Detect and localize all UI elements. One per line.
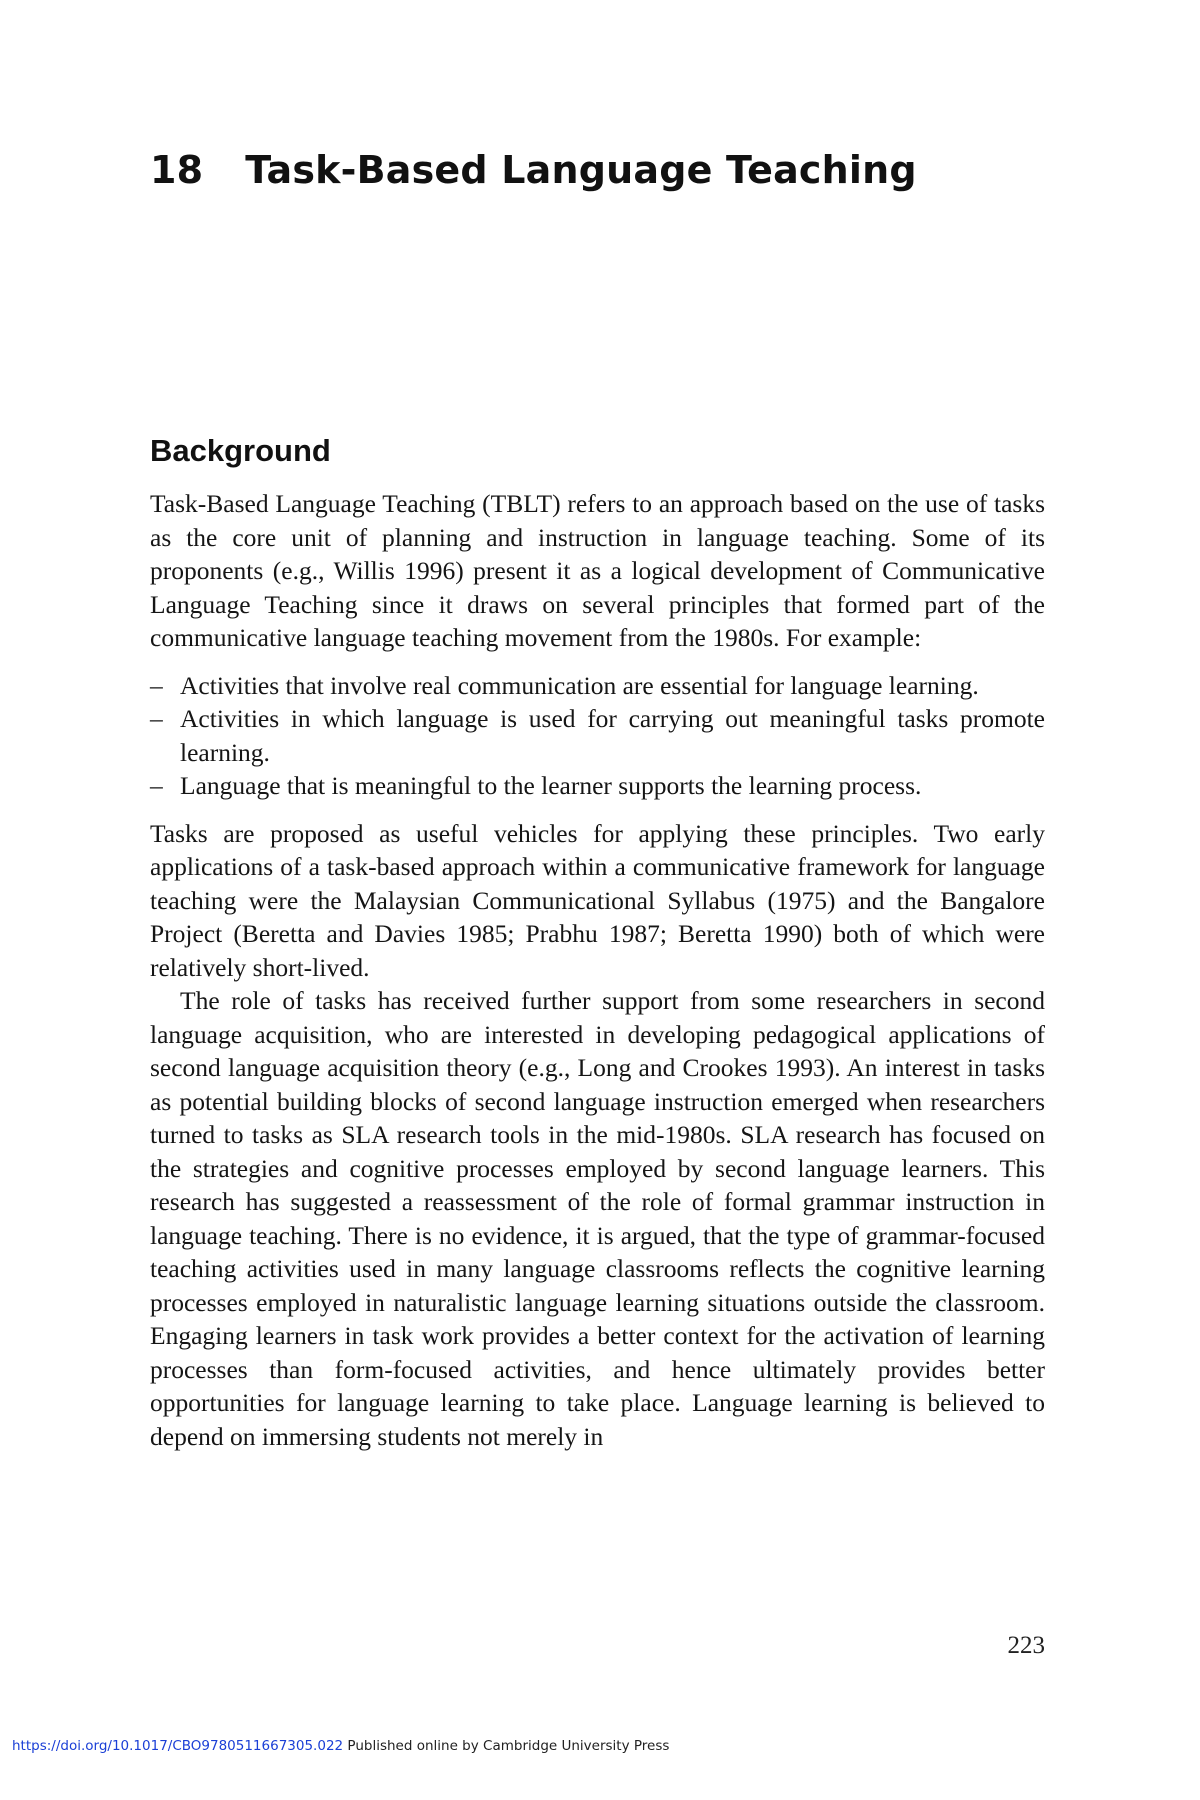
body-text: [150, 487, 1045, 1453]
bullet-dash: –: [150, 670, 163, 700]
paragraph-intro: Task-Based Language Teaching (TBLT) refers to an approach based on the use of tasks as the core unit of planning and instruction in language teaching. Some of its proponents (e.g., Willis 1996) present it as a logical development of Communicative Language Teaching since it draws on several principles that formed part of the communicative language teaching movement from the 1980s. For example:: [150, 489, 1045, 652]
list-item-text: Activities that involve real communication are essential for language learning.: [180, 670, 979, 700]
doi-link[interactable]: https://doi.org/10.1017/CBO9780511667305.022: [12, 1738, 344, 1754]
page-number: 223: [1007, 1632, 1045, 1659]
paragraph-tasks: Tasks are proposed as useful vehicles for applying these principles. Two early applications of a task-based approach within a communicative framework for language teaching were the Malaysian Communicational Syllabus (1975) and the Bangalore Project (Beretta and Davies 1985; Prabhu 1987; Beretta 1990) both of which were relatively short-lived.: [150, 818, 1045, 982]
footer: [12, 1738, 669, 1754]
chapter-heading: [150, 148, 917, 192]
chapter-title: Task-Based Language Teaching: [245, 148, 917, 192]
bullet-dash: –: [150, 771, 163, 800]
paragraph-sla: The role of tasks has received further support from some researchers in second language acquisition, who are interested in developing pedagogical applications of second language acquisition theory (e.g., Long and Crookes 1993). An interest in tasks as potential building blocks of second language instruction emerged when researchers turned to tasks as SLA research tools in the mid-1980s. SLA research has focused on the strategies and cognitive processes employed by second language learners. This research has suggested a reassessment of the role of formal grammar instruction in language teaching. There is no evidence, it is argued, that the type of grammar-focused teaching activities used in many language classrooms reflects the cognitive learning processes employed in naturalistic language learning situations outside the classroom. Engaging learners in task work provides a better context for the activation of learning processes than form-focused activities, and hence ultimately provides better opportunities for language learning to take place. Language learning is believed to depend on immersing students not merely in: [150, 986, 1045, 1451]
publisher-note: Published online by Cambridge University Press: [347, 1738, 670, 1754]
chapter-number: 18: [150, 148, 204, 192]
list-item: [150, 769, 1045, 803]
principles-list: [150, 669, 1045, 803]
bullet-dash: –: [150, 704, 163, 733]
list-item: [150, 669, 1045, 703]
list-item: [150, 702, 1045, 769]
section-heading: Background: [150, 433, 331, 468]
list-item-text: Activities in which language is used for carrying out meaningful tasks promote learning.: [180, 704, 1045, 767]
list-item-text: Language that is meaningful to the learner supports the learning process.: [180, 771, 922, 800]
